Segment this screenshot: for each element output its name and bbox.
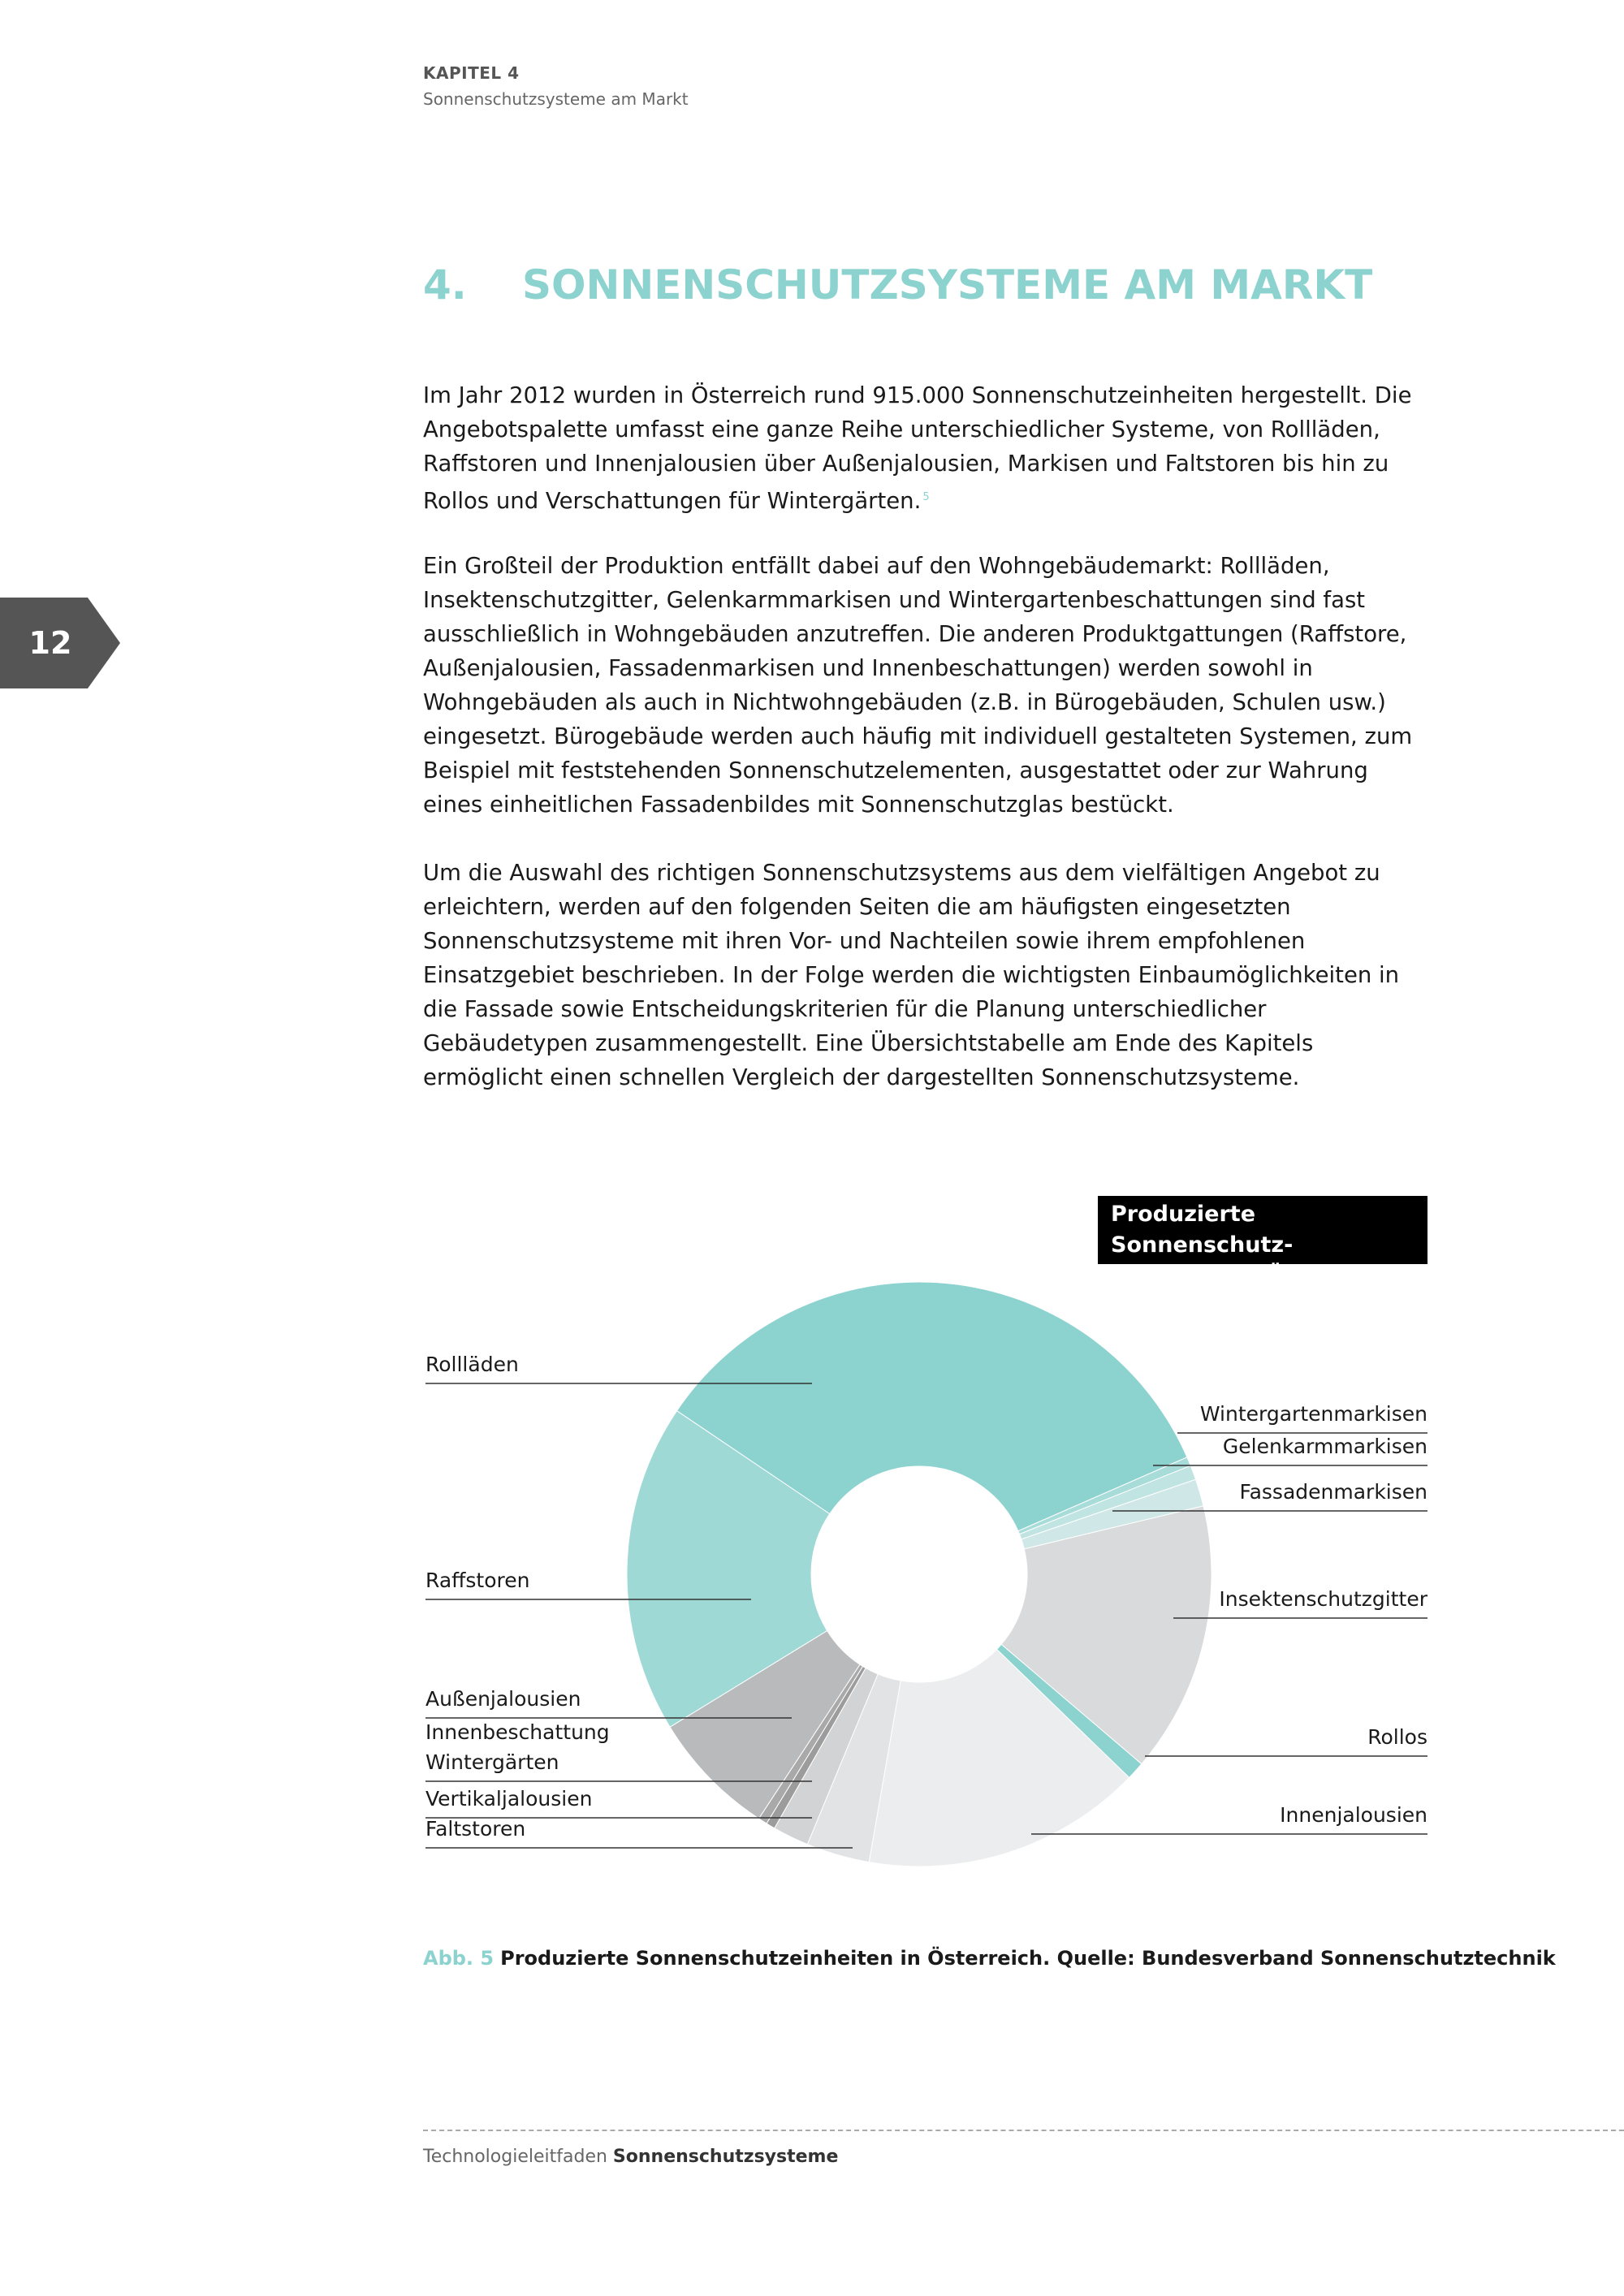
label-rollos: Rollos	[1367, 1725, 1427, 1749]
label-aussenjalousien: Außenjalousien	[425, 1687, 581, 1711]
caption-label: Abb. 5	[423, 1947, 495, 1970]
label-rolllaeden: Rollläden	[425, 1353, 519, 1376]
label-wintergartenmarkisen: Wintergartenmarkisen	[1199, 1402, 1427, 1426]
label-innenbeschattung: Innenbeschattung	[425, 1720, 610, 1744]
label-wintergaerten: Wintergärten	[425, 1750, 559, 1774]
paragraph-2: Ein Großteil der Produktion entfällt dabei auf den Wohngebäudemarkt: Rollläden, Insektenschutzgitter, Gelenkarmmarkisen und Wintergartenbeschattungen sind fast ausschließlich in Wohngebäuden anzutreffen. Die anderen Produktgattungen (Raffstore, Außenjalousien, Fassadenmarkisen und Innenbeschattungen) werden sowohl in Wohngebäuden als auch in Nichtwohngebäuden (z.B. in Bürogebäuden, Schulen usw.) eingesetzt. Bürogebäude werden auch häufig mit individuell gestalteten Systemen, zum Beispiel mit feststehenden Sonnenschutzelementen, ausgestattet oder zur Wahrung eines einheitlichen Fassadenbildes mit Sonnenschutzglas bestückt.	[423, 553, 1413, 818]
chart-title-line-2: einheiten in Österreich	[1111, 1263, 1396, 1288]
caption-text: Produzierte Sonnenschutzeinheiten in Österreich. Quelle: Bundesverband Sonnenschutztechnik	[500, 1947, 1556, 1970]
label-insektenschutzgitter: Insektenschutzgitter	[1219, 1587, 1427, 1611]
label-raffstoren: Raffstoren	[425, 1569, 530, 1592]
paragraph-1-text: Im Jahr 2012 wurden in Österreich rund 915.000 Sonnenschutzeinheiten hergestellt. Die Angebotspalette umfasst eine ganze Reihe unterschiedlicher Systeme, von Rollläden, Raffstoren und Innenjalousien über Außenjalousien, Markisen und Faltstoren bis hin zu Rollos und Verschattungen für Wintergärten.	[423, 382, 1412, 515]
chapter-subtitle: Sonnenschutzsysteme am Markt	[423, 89, 689, 109]
label-gelenkarmmarkisen: Gelenkarmmarkisen	[1222, 1435, 1427, 1458]
section-title-text: SONNENSCHUTZSYSTEME AM MARKT	[522, 261, 1373, 309]
footer-bold: Sonnenschutzsysteme	[612, 2147, 839, 2167]
label-faltstoren: Faltstoren	[425, 1817, 526, 1841]
footer	[423, 2147, 838, 2167]
donut-hole	[811, 1466, 1027, 1682]
chart-title-line-1: Produzierte Sonnenschutz-	[1111, 1202, 1294, 1258]
label-fassadenmarkisen: Fassadenmarkisen	[1239, 1480, 1427, 1504]
figure-caption	[423, 1947, 1556, 1970]
footer-divider	[423, 2130, 1624, 2131]
label-vertikaljalousien: Vertikaljalousien	[425, 1787, 593, 1810]
page-number: 12	[28, 625, 72, 661]
section-number: 4.	[423, 261, 467, 309]
label-innenjalousien: Innenjalousien	[1280, 1803, 1427, 1827]
footer-prefix: Technologieleitfaden	[423, 2147, 607, 2167]
paragraph-3: Um die Auswahl des richtigen Sonnenschutzsystems aus dem vielfältigen Angebot zu erleichtern, werden auf den folgenden Seiten die am häufigsten eingesetzten Sonnenschutzsysteme mit ihren Vor- und Nachteilen sowie ihrem empfohlenen Einsatzgebiet beschrieben. In der Folge werden die wichtigsten Einbaumöglichkeiten in die Fassade sowie Entscheidungskriterien für die Planung unterschiedlicher Gebäudetypen zusammengestellt. Eine Übersichtstabelle am Ende des Kapitels ermöglicht einen schnellen Vergleich der dargestellten Sonnenschutzsysteme.	[423, 860, 1400, 1090]
chapter-label: KAPITEL 4	[423, 63, 520, 83]
footnote-ref[interactable]: 5	[922, 491, 930, 503]
